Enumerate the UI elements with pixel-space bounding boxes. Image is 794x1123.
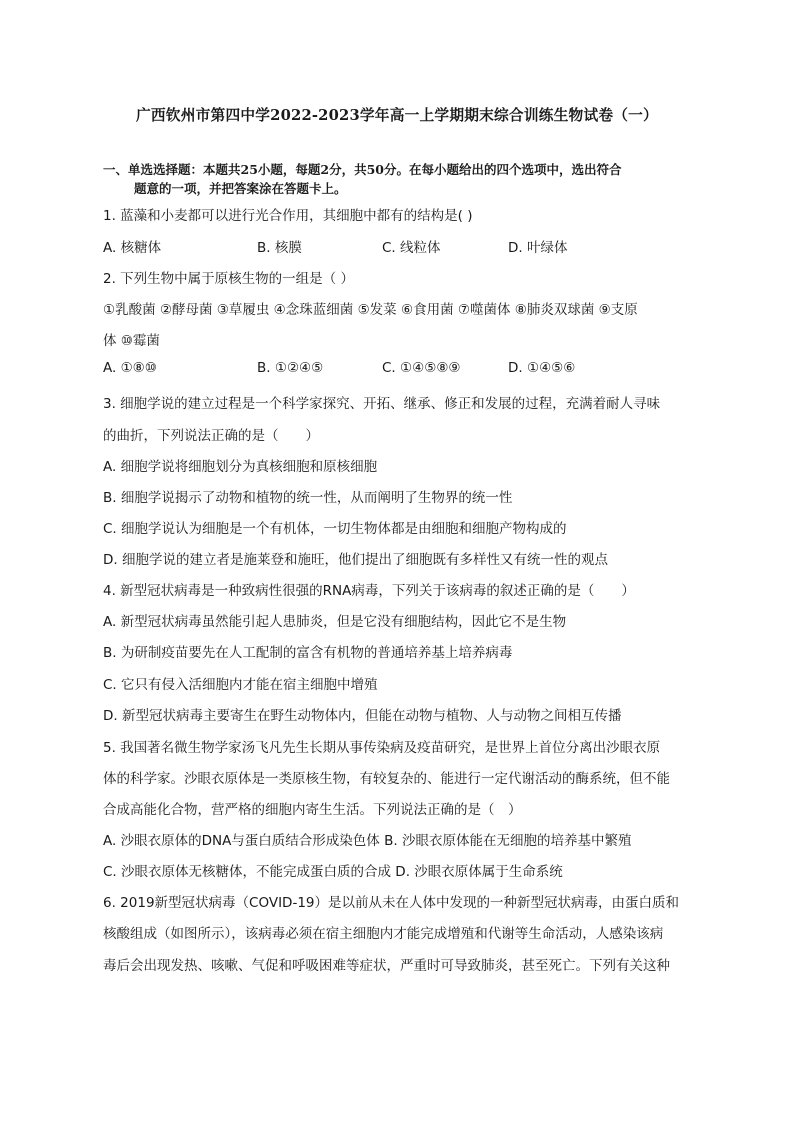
question-2-organism-list: ①乳酸菌 ②酵母菌 ③草履虫 ④念珠蓝细菌 ⑤发菜 ⑥食用菌 ⑦噬菌体 ⑧肺炎双球菌 ⑨支原 <box>103 302 638 318</box>
question-4-option-a: A. 新型冠状病毒虽然能引起人患肺炎，但是它没有细胞结构，因此它不是生物 <box>103 614 567 630</box>
section-instruction-line2: 题意的一项，并把答案涂在答题卡上。 <box>134 181 347 196</box>
question-4-option-b: B. 为研制疫苗要先在人工配制的富含有机物的普通培养基上培养病毒 <box>103 645 513 661</box>
question-1-stem: 1. 蓝藻和小麦都可以进行光合作用，其细胞中都有的结构是( ) <box>103 208 473 224</box>
question-1-option-c: C. 线粒体 <box>382 240 441 256</box>
section-instruction-line1: 一、单选选择题：本题共25小题，每题2分，共50分。在每小题给出的四个选项中，选出符合 <box>103 162 622 177</box>
question-6-stem-cont-2: 毒后会出现发热、咳嗽、气促和呼吸困难等症状，严重时可导致肺炎，甚至死亡。下列有关这种 <box>103 958 670 974</box>
question-2-stem: 2. 下列生物中属于原核生物的一组是（ ） <box>103 271 354 287</box>
question-5-stem-cont-2: 合成高能化合物，营严格的细胞内寄生生活。下列说法正确的是（ ） <box>103 802 522 818</box>
question-6-stem-cont-1: 核酸组成（如图所示），该病毒必须在宿主细胞内才能完成增殖和代谢等生命活动，人感染该病 <box>103 926 664 942</box>
question-3-option-d: D. 细胞学说的建立者是施莱登和施旺，他们提出了细胞既有多样性又有统一性的观点 <box>103 552 608 568</box>
section-heading <box>103 160 703 198</box>
question-4-option-c: C. 它只有侵入活细胞内才能在宿主细胞中增殖 <box>103 677 378 693</box>
question-2-option-d: D. ①④⑤⑥ <box>508 360 576 376</box>
question-4-option-d: D. 新型冠状病毒主要寄生在野生动物体内，但能在动物与植物、人与动物之间相互传播 <box>103 708 622 724</box>
question-5-options-ab: A. 沙眼衣原体的DNA与蛋白质结合形成染色体 B. 沙眼衣原体能在无细胞的培养基中繁殖 <box>103 833 632 849</box>
question-3-option-c: C. 细胞学说认为细胞是一个有机体，一切生物体都是由细胞和细胞产物构成的 <box>103 521 567 537</box>
question-3-stem-cont: 的曲折，下列说法正确的是（ ） <box>103 428 319 444</box>
question-3-stem: 3. 细胞学说的建立过程是一个科学家探究、开拓、继承、修正和发展的过程，充满着耐人寻味 <box>103 396 661 412</box>
page-title: 广西钦州市第四中学2022-2023学年高一上学期期末综合训练生物试卷（一） <box>136 107 658 124</box>
question-2-organism-list-cont: 体 ⑩霉菌 <box>103 333 160 349</box>
question-2-option-a: A. ①⑧⑩ <box>103 360 157 376</box>
question-3-option-b: B. 细胞学说揭示了动物和植物的统一性，从而阐明了生物界的统一性 <box>103 490 513 506</box>
question-1-option-b: B. 核膜 <box>257 240 302 256</box>
question-1-option-a: A. 核糖体 <box>103 240 162 256</box>
question-6-stem: 6. 2019新型冠状病毒（COVID-19）是以前从未在人体中发现的一种新型冠状病毒，由蛋白质和 <box>103 895 680 911</box>
question-5-options-cd: C. 沙眼衣原体无核糖体，不能完成蛋白质的合成 D. 沙眼衣原体属于生命系统 <box>103 864 563 880</box>
question-5-stem-cont-1: 体的科学家。沙眼衣原体是一类原核生物，有较复杂的、能进行一定代谢活动的酶系统，但不能 <box>103 771 670 787</box>
question-4-stem: 4. 新型冠状病毒是一种致病性很强的RNA病毒，下列关于该病毒的叙述正确的是（ ） <box>103 583 635 599</box>
question-2-option-c: C. ①④⑤⑧⑨ <box>382 360 461 376</box>
question-1-option-d: D. 叶绿体 <box>508 240 568 256</box>
question-3-option-a: A. 细胞学说将细胞划分为真核细胞和原核细胞 <box>103 459 378 475</box>
question-5-stem: 5. 我国著名微生物学家汤飞凡先生长期从事传染病及疫苗研究，是世界上首位分离出沙眼衣原 <box>103 740 661 756</box>
question-2-option-b: B. ①②④⑤ <box>257 360 324 376</box>
